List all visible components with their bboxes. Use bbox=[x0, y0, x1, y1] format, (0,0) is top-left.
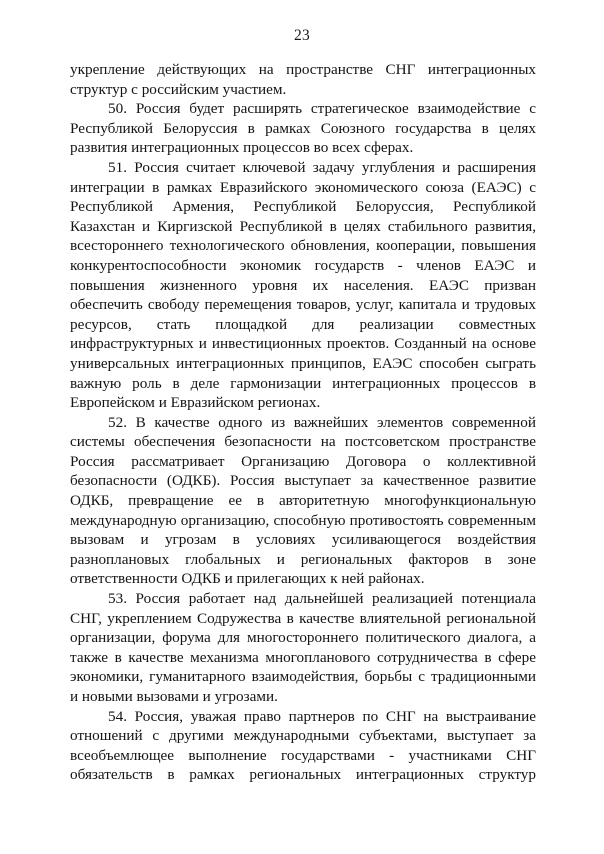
paragraph-50: 50. Россия будет расширять стратегическое взаимодействие с Республикой Белоруссия в рамках Союзного государства в целях развития интеграционных процессов во всех сферах. bbox=[70, 100, 536, 157]
paragraph-52: 52. В качестве одного из важнейших элементов современной системы обеспечения безопасности на постсоветском пространстве Россия рассматривает Организацию Договора о коллективной безопасности (ОДКБ). Россия выступает за качественное развитие ОДКБ, превращение ее в авторитетную многофункциональную международную организацию, способную противостоять современным вызовам и угрозам в условиях усиливающегося воздействия разноплановых глобальных и региональных факторов в зоне ответственности ОДКБ и прилегающих к ней районах. bbox=[70, 413, 536, 588]
paragraph-51: 51. Россия считает ключевой задачу углубления и расширения интеграции в рамках Евразийского экономического союза (ЕАЭС) с Республикой Армения, Республикой Белоруссия, Республикой Казахстан и Киргизской Республикой в целях стабильного развития, всестороннего технологического обновления, кооперации, повышения конкурентоспособности экономик государств - членов ЕАЭС и повышения жизненного уровня их населения. ЕАЭС призван обеспечить свободу перемещения товаров, услуг, капитала и трудовых ресурсов, стать площадкой для реализации совместных инфраструктурных и инвестиционных проектов. Созданный на основе универсальных интеграционных принципов, ЕАЭС способен сыграть важную роль в деле гармонизации интеграционных процессов в Европейском и Евразийском регионах. bbox=[70, 158, 536, 412]
paragraph-54: 54. Россия, уважая право партнеров по СНГ на выстраивание отношений с другими международными субъектами, выступает за всеобъемлющее выполнение государствами - участниками СНГ обязательств в рамках региональных интеграционных структур bbox=[70, 707, 536, 784]
paragraph-53: 53. Россия работает над дальнейшей реализацией потенциала СНГ, укреплением Содружества в качестве влиятельной региональной организации, форума для многостороннего политического диалога, а также в качестве механизма многопланового сотрудничества в сфере экономики, гуманитарного взаимодействия, борьбы с традиционными и новыми вызовами и угрозами. bbox=[70, 590, 536, 705]
document-body bbox=[70, 60, 536, 785]
paragraph-continuation: укрепление действующих на пространстве СНГ интеграционных структур с российским участием. bbox=[70, 61, 536, 98]
page-number: 23 bbox=[294, 27, 310, 44]
